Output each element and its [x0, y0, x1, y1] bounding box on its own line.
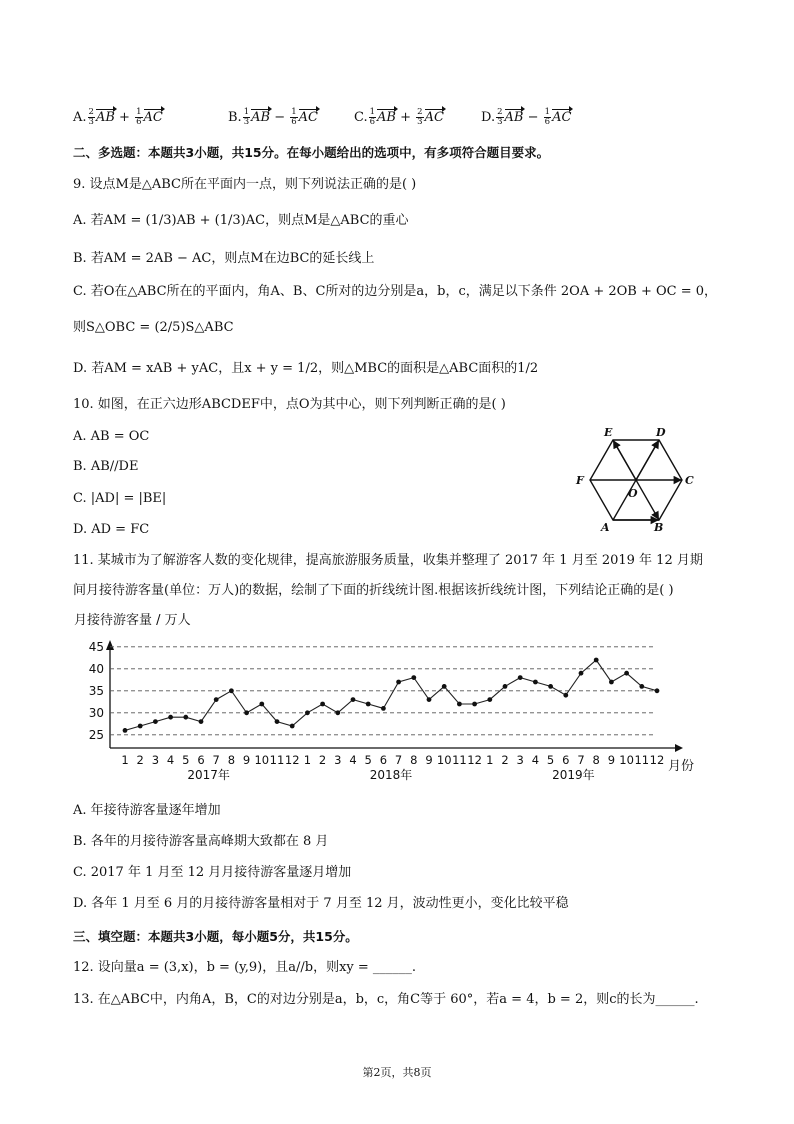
chart-data-point — [472, 702, 477, 707]
chart-data-point — [305, 710, 310, 715]
chart-x-axis-label: 月份 — [668, 759, 695, 774]
chart-data-point — [123, 728, 128, 733]
chart-year-label: 2019年 — [552, 768, 595, 782]
chart-x-tick-label: 10 — [619, 753, 634, 767]
q9-option-c-line1: C. 若O在△ABC所在的平面内，角A、B、C所对的边分别是a，b，c，满足以下条件 2OA + 2OB + OC = 0， — [73, 284, 718, 299]
chart-x-tick-label: 7 — [212, 753, 220, 767]
q11-option-b: B. 各年的月接待游客量高峰期大致都在 8 月 — [73, 834, 329, 849]
chart-x-tick-label: 11 — [269, 753, 285, 767]
section-heading-fill-in: 三、填空题：本题共3小题，每小题5分，共15分。 — [73, 929, 358, 944]
chart-x-tick-label: 3 — [151, 753, 160, 767]
q10-option-d: D. AD = FC — [73, 522, 150, 537]
chart-x-tick-label: 9 — [242, 753, 251, 767]
chart-x-tick-label: 1 — [486, 753, 494, 767]
chart-data-point — [259, 702, 264, 707]
chart-data-point — [518, 675, 523, 680]
q9-option-b: B. 若AM = 2AB − AC，则点M在边BC的延长线上 — [73, 251, 375, 266]
chart-x-tick-label: 1 — [303, 753, 312, 767]
chart-y-tick-label: 35 — [88, 683, 104, 698]
chart-data-point — [609, 680, 614, 685]
chart-x-tick-label: 6 — [379, 753, 388, 767]
q8-option-a: A. $\frac{2}{3}$ AB + $\frac{1}{6}$ AC — [73, 107, 163, 127]
chart-data-point — [153, 719, 158, 724]
chart-y-tick-label: 45 — [88, 639, 104, 654]
chart-x-tick-label: 11 — [634, 753, 650, 767]
section-heading-multiple-choice: 二、多选题：本题共3小题，共15分。在每小题给出的选项中，有多项符合题目要求。 — [73, 145, 550, 160]
chart-data-point — [183, 715, 188, 720]
chart-data-point — [548, 684, 553, 689]
chart-data-point — [563, 693, 568, 698]
q11-option-d: D. 各年 1 月至 6 月的月接待游客量相对于 7 月至 12 月，波动性更小，变化比较平稳 — [73, 896, 569, 911]
chart-data-point — [503, 684, 508, 689]
chart-data-point — [335, 710, 340, 715]
chart-x-tick-label: 2 — [501, 753, 509, 767]
chart-data-point — [442, 684, 447, 689]
q11-stem-line2: 间月接待游客量(单位：万人)的数据，绘制了下面的折线统计图.根据该折线统计图，下列结论正确的是( ) — [73, 583, 674, 598]
chart-y-axis-arrow — [106, 640, 114, 650]
chart-data-point — [579, 671, 584, 676]
chart-data-point — [199, 719, 204, 724]
chart-data-point — [427, 697, 432, 702]
chart-x-tick-label: 1 — [121, 753, 129, 767]
page-footer: 第2页，共8页 — [362, 1066, 432, 1079]
q11-option-a: A. 年接待游客量逐年增加 — [73, 803, 221, 818]
hex-label-d: D — [656, 426, 666, 439]
chart-data-point — [320, 702, 325, 707]
chart-data-point — [533, 680, 538, 685]
chart-y-axis-label: 月接待游客量 / 万人 — [74, 613, 191, 628]
chart-x-tick-label: 2 — [136, 753, 144, 767]
q12-text: 12. 设向量a = (3,x)，b = (y,9)，且a//b，则xy = ______. — [73, 960, 417, 975]
chart-x-tick-label: 9 — [425, 753, 433, 767]
chart-x-tick-label: 6 — [562, 753, 570, 767]
chart-data-point — [290, 724, 295, 729]
chart-x-tick-label: 4 — [531, 753, 540, 767]
chart-x-tick-label: 8 — [410, 753, 418, 767]
chart-data-point — [351, 697, 356, 702]
q11-option-c: C. 2017 年 1 月至 12 月月接待游客量逐月增加 — [73, 865, 352, 880]
q9-option-d: D. 若AM = xAB + yAC，且x + y = 1/2，则△MBC的面积是△ABC面积的1/2 — [73, 361, 539, 376]
chart-data-point — [457, 702, 462, 707]
chart-data-point — [229, 688, 234, 693]
q10-option-a: A. AB = OC — [73, 429, 150, 444]
chart-x-tick-label: 6 — [197, 753, 205, 767]
chart-x-tick-label: 3 — [516, 753, 524, 767]
q10-option-b: B. AB//DE — [73, 459, 139, 474]
chart-data-point — [366, 702, 371, 707]
q9-option-a: A. 若AM = (1/3)AB + (1/3)AC，则点M是△ABC的重心 — [73, 213, 409, 228]
chart-x-tick-label: 8 — [227, 753, 236, 767]
q13-text: 13. 在△ABC中，内角A，B，C的对边分别是a，b，c，角C等于 60°，若a = 4，b = 2，则c的长为______. — [73, 992, 699, 1007]
hex-label-b: B — [654, 521, 664, 534]
q8-option-c: C. $\frac{1}{6}$ AB + $\frac{2}{3}$ AC — [354, 107, 444, 127]
chart-x-tick-label: 7 — [577, 753, 585, 767]
hex-label-o: O — [628, 487, 638, 500]
chart-y-tick-label: 40 — [88, 661, 104, 676]
chart-data-point — [411, 675, 416, 680]
q8-option-b: B. $\frac{1}{3}$ AB − $\frac{1}{6}$ AC — [228, 107, 318, 127]
chart-x-tick-label: 10 — [254, 753, 270, 767]
chart-data-point — [624, 671, 629, 676]
chart-x-tick-label: 5 — [364, 753, 372, 767]
chart-data-point — [244, 710, 249, 715]
q8-option-d: D. $\frac{2}{3}$ AB − $\frac{1}{6}$ AC — [481, 107, 572, 127]
chart-x-tick-label: 2 — [318, 753, 327, 767]
chart-y-tick-label: 25 — [88, 727, 104, 742]
chart-data-point — [655, 688, 660, 693]
chart-x-tick-label: 7 — [394, 753, 403, 767]
chart-series-line — [125, 660, 657, 730]
q10-stem: 10. 如图，在正六边形ABCDEF中，点O为其中心，则下列判断正确的是( ) — [73, 397, 506, 412]
chart-year-label: 2018年 — [369, 768, 413, 782]
chart-x-tick-label: 12 — [649, 753, 665, 767]
chart-data-point — [168, 715, 173, 720]
chart-data-point — [275, 719, 280, 724]
q9-option-c-line2: 则S△OBC = (2/5)S△ABC — [73, 320, 234, 335]
chart-data-point — [396, 680, 401, 685]
hex-label-f: F — [576, 474, 584, 487]
chart-x-tick-label: 12 — [284, 753, 300, 767]
chart-x-tick-label: 5 — [182, 753, 190, 767]
hex-label-c: C — [685, 474, 694, 487]
q11-stem-line1: 11. 某城市为了解游客人数的变化规律，提高旅游服务质量，收集并整理了 2017 年 1 月至 2019 年 12 月期 — [73, 553, 703, 568]
q10-option-c: C. |AD| = |BE| — [73, 491, 167, 506]
chart-x-tick-label: 4 — [166, 753, 175, 767]
visitor-line-chart — [70, 608, 710, 783]
chart-data-point — [487, 697, 492, 702]
chart-x-tick-label: 9 — [607, 753, 616, 767]
chart-y-tick-label: 30 — [88, 705, 104, 720]
chart-data-point — [214, 697, 219, 702]
q9-stem: 9. 设点M是△ABC所在平面内一点，则下列说法正确的是( ) — [73, 177, 417, 192]
chart-x-tick-label: 8 — [592, 753, 600, 767]
chart-x-tick-label: 3 — [334, 753, 342, 767]
chart-data-point — [639, 684, 644, 689]
chart-data-point — [381, 706, 386, 711]
hexagon-figure — [570, 425, 700, 535]
chart-data-point — [594, 658, 599, 663]
chart-x-tick-label: 12 — [467, 753, 482, 767]
chart-x-tick-label: 4 — [349, 753, 357, 767]
chart-x-axis-arrow — [675, 744, 683, 752]
chart-x-tick-label: 11 — [452, 753, 467, 767]
hex-label-a: A — [601, 521, 610, 534]
chart-x-tick-label: 5 — [546, 753, 555, 767]
chart-x-tick-label: 10 — [436, 753, 452, 767]
chart-data-point — [138, 724, 143, 729]
hex-label-e: E — [604, 426, 613, 439]
chart-year-label: 2017年 — [187, 768, 230, 782]
